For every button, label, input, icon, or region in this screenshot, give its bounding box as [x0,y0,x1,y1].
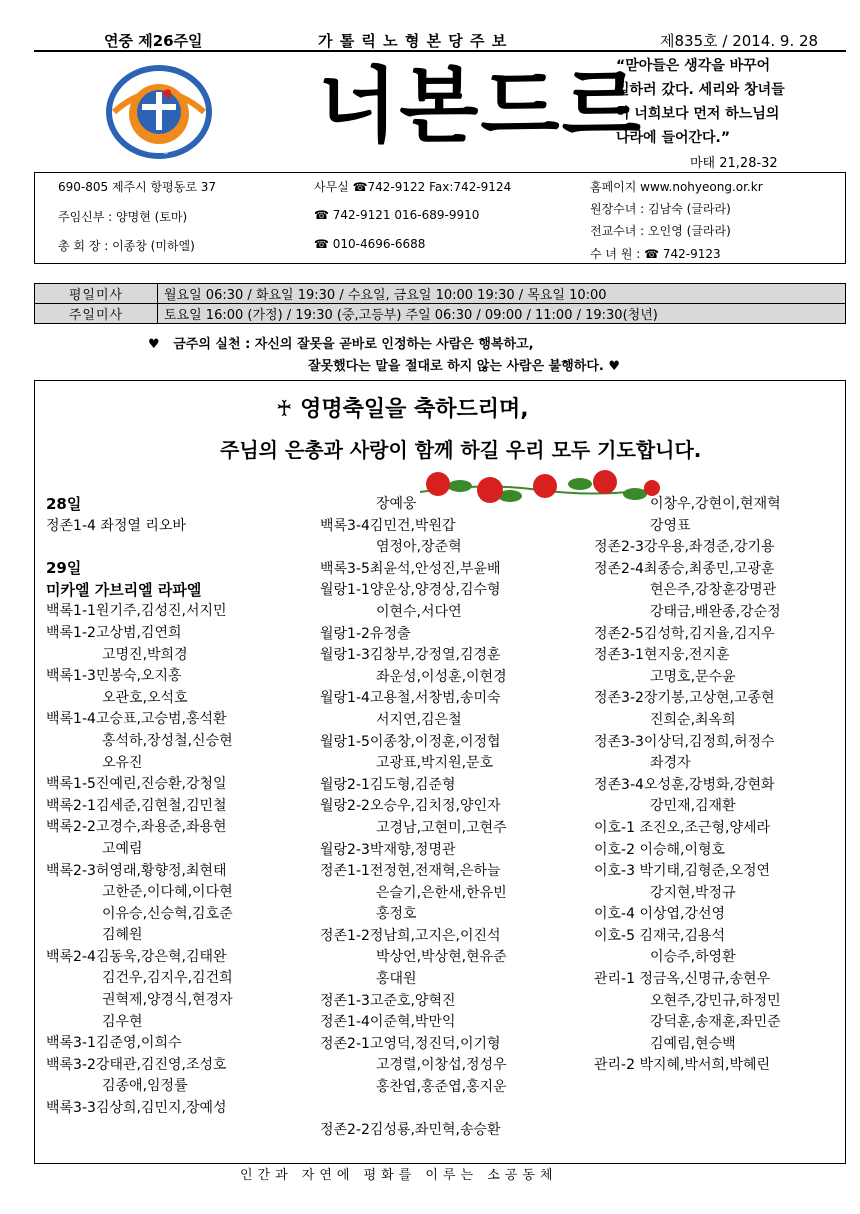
name-list-line: 염정아,장준혁 [376,539,462,556]
council-president: 총 회 장 : 이종창 (미하엘) [58,239,195,253]
name-list-line: 고한준,이다혜,이다현 [102,884,233,901]
sunday-mass-label: 주일미사 [35,304,158,324]
name-list-line: 이호-3 박기태,김형준,오정연 [594,863,771,880]
parish-logo [104,62,214,162]
name-list-line: 홍정호 [376,906,417,923]
name-list-line: 김종애,임정률 [102,1078,188,1095]
name-list-line: 월랑2-3박재향,정명관 [320,841,456,858]
president-phone: ☎ 010-4696-6688 [314,237,426,251]
mass-schedule [34,283,846,324]
name-list-line: 백록1-3민봉숙,오지홍 [46,668,182,685]
name-list-line: 백록1-2고상범,김연희 [46,624,182,641]
heart-icon: ♥ [148,337,160,352]
name-list-line: 이유승,신승혁,김호준 [102,905,233,922]
convent-phone: 수 녀 원 : ☎ 742-9123 [590,247,721,261]
name-list-line: 백록1-1원기주,김성진,서지민 [46,603,227,620]
name-list-line: 장예웅 [376,496,417,512]
name-list-line: 이호-4 이상엽,강선영 [594,906,726,923]
name-list-line: 현은주,강창훈강명관 [650,582,777,599]
name-list-line: 정존2-5김성학,김지율,김지우 [594,625,775,642]
name-list-line: 정존2-2김성룡,좌민혁,송승환 [320,1122,501,1139]
name-list-line: 오현주,강민규,하정민 [650,992,781,1009]
name-list-line: 월랑1-4고용철,서창범,송미숙 [320,690,501,707]
header-divider [34,50,846,52]
name-list-line: 이호-5 김재국,김용석 [594,927,726,944]
day-28-heading: 28일 [46,495,82,513]
name-list-line: 좌경자 [650,755,691,772]
name-list-line: 백록1-5진예린,진승환,강청일 [46,776,227,793]
name-list-line: 월랑1-3김창부,강정열,김경훈 [320,647,501,664]
name-list-line: 이호-1 조진오,조근형,양세라 [594,819,771,836]
name-list-line: 월랑1-5이종창,이정훈,이정협 [320,733,501,750]
name-list-line: 월랑1-2유정출 [320,625,411,642]
feast-heading: ♰ 영명축일을 축하드리며, [276,397,529,422]
name-list-line: 이호-2 이승해,이형호 [594,841,726,858]
name-list-line: 정존1-3고준호,양혁진 [320,992,456,1009]
homepage: 홈페이지 www.nohyeong.or.kr [590,180,763,194]
name-list-line: 서지연,김은철 [376,711,462,728]
name-list-line: 백록3-4김민건,박원갑 [320,517,456,534]
day-28-entry: 정존1-4 좌정열 리오바 [46,517,186,534]
feast-subheading: 주님의 은총과 사랑이 함께 하길 우리 모두 기도합니다. [220,438,702,462]
name-list-line: 백록3-5최윤석,안성진,부윤배 [320,560,501,577]
name-list-line: 고광표,박지원,문호 [376,755,494,772]
name-list-line: 정존2-3강우용,좌경준,강기용 [594,539,775,556]
pastor: 주임신부 : 양명현 (토마) [58,210,188,224]
name-list-line: 정존3-1현지웅,전지훈 [594,647,730,664]
name-list-line: 이창우,강현이,현재혁 [650,496,781,512]
name-list-line: 강태금,배완종,강순정 [650,603,781,620]
name-list-line: 정존3-2장기봉,고상현,고종현 [594,690,775,707]
name-list-line: 백록2-1김세준,김현철,김민철 [46,797,227,814]
name-list-line: 백록3-3김상희,김민지,장예성 [46,1100,227,1117]
name-list-line: 강민재,김재환 [650,798,736,815]
name-list-line: 고경렬,이창섭,정성우 [376,1057,507,1074]
name-list-line: 고경남,고현미,고현주 [376,819,507,836]
name-list-line: 정존3-4오성훈,강병화,강현화 [594,776,775,793]
name-list-line: 홍석하,장성철,신승현 [102,732,233,749]
feast-column-1 [46,494,233,1120]
footer-motto: 인간과 자연에 평화를 이루는 소공동체 [240,1168,558,1183]
name-list-line: 김건우,김지우,김건희 [102,970,233,987]
name-list-line: 고명호,문수윤 [650,668,736,685]
name-list-line: 홍찬엽,홍준엽,홍지운 [376,1079,507,1096]
director-sister: 원장수녀 : 김남숙 (글라라) [590,202,731,216]
name-list-line: 김예림,현승백 [650,1035,736,1052]
name-list-line: 홍대원 [376,971,417,988]
name-list-line: 김혜원 [102,927,143,944]
name-list-line: 고명진,박희경 [102,646,188,663]
name-list-line: 월랑1-1양운상,양경상,김수형 [320,582,501,599]
name-list-line: 관리-1 정금옥,신명규,송현우 [594,971,771,988]
name-list-line: 정존1-1전정현,전재혁,은하늘 [320,863,501,880]
weekday-mass-label: 평일미사 [35,284,158,304]
name-list-line: 관리-2 박지혜,박서희,박혜린 [594,1057,771,1074]
sunday-mass-times: 토요일 16:00 (가정) / 19:30 (중,고등부) 주일 06:30 / 09:00 / 11:00 / 19:30(청년) [158,304,846,324]
name-list-line: 오관호,오석호 [102,689,188,706]
weekly-practice: ♥ 금주의 실천 : 자신의 잘못을 곧바로 인정하는 사람은 행복하고, 잘못했다는 말을 절대로 하지 않는 사람은 불행하다. ♥ [148,337,620,374]
svg-text:노 형: 노 형 [148,146,170,156]
day-29-heading: 29일 [46,559,82,578]
liturgical-week: 연중 제26주일 [104,32,203,50]
bulletin-name: 가 톨 릭 노 형 본 당 주 보 [318,32,508,50]
office-phone: 사무실 ☎742-9122 Fax:742-9124 [314,180,512,194]
name-list-line: 백록1-4고승표,고승범,홍석환 [46,711,227,728]
name-list-line: 백록3-1김준영,이희수 [46,1035,182,1052]
name-list-line: 박상언,박상현,현유준 [376,949,507,966]
quote-reference: 마태 21,28-32 [690,156,778,171]
missionary-sister: 전교수녀 : 오인영 (글라라) [590,224,731,238]
name-list-line: 백록2-3허영래,황향정,최현태 [46,862,227,879]
gospel-quote: “맏아들은 생각을 바꾸어 일하러 갔다. 세리와 창녀들 이 너희보다 먼저 하느님의 나라에 들어간다.” [616,58,785,146]
name-list-line: 백록2-2고경수,좌용준,좌용현 [46,819,227,836]
weekday-mass-times: 월요일 06:30 / 화요일 19:30 / 수요일, 금요일 10:00 19:30 / 목요일 10:00 [158,284,846,304]
name-list-line: 정존2-4최종승,최종민,고광훈 [594,560,775,577]
name-list-line: 이현수,서다연 [376,603,462,620]
feast-column-3 [594,494,781,1077]
name-list-line: 강영표 [650,517,691,534]
address: 690-805 제주시 항평동로 37 [58,180,216,194]
name-list-line: 월랑2-2오승우,김치정,양인자 [320,798,501,815]
name-list-line: 고예림 [102,840,143,857]
name-list-line: 이승주,하영환 [650,949,736,966]
pastor-phone: ☎ 742-9121 016-689-9910 [314,208,480,222]
name-list-line: 강지현,박정규 [650,884,736,901]
name-list-line: 정존2-1고영덕,정진덕,이기형 [320,1035,501,1052]
name-list-line: 정존1-4이준혁,박만익 [320,1014,456,1031]
name-list-line: 정존3-3이상덕,김정희,허정수 [594,733,775,750]
name-list-line: 강덕훈,송재훈,좌민준 [650,1014,781,1031]
name-list-line: 백록3-2강태관,김진영,조성호 [46,1056,227,1073]
issue-info: 제835호 / 2014. 9. 28 [660,32,819,50]
feast-column-2 [320,494,507,1142]
bulletin-title: 너본드르 [318,59,643,154]
name-list-line: 백록2-4김동욱,강은혁,김태완 [46,948,227,965]
name-list-line: 정존1-2정남희,고지은,이진석 [320,927,501,944]
name-list-line: 권혁제,양경식,현경자 [102,992,233,1009]
name-list-line [320,1099,507,1121]
saints-names: 미카엘 가브리엘 라파엘 [46,580,202,599]
name-list-line: 진희순,최옥희 [650,711,736,728]
name-list-line: 은슬기,은한새,한유빈 [376,884,507,901]
name-list-line: 좌운성,이성훈,이현경 [376,668,507,685]
name-list-line: 오유진 [102,754,143,771]
name-list-line: 김우현 [102,1013,143,1030]
name-list-line: 월랑2-1김도형,김준형 [320,776,456,793]
